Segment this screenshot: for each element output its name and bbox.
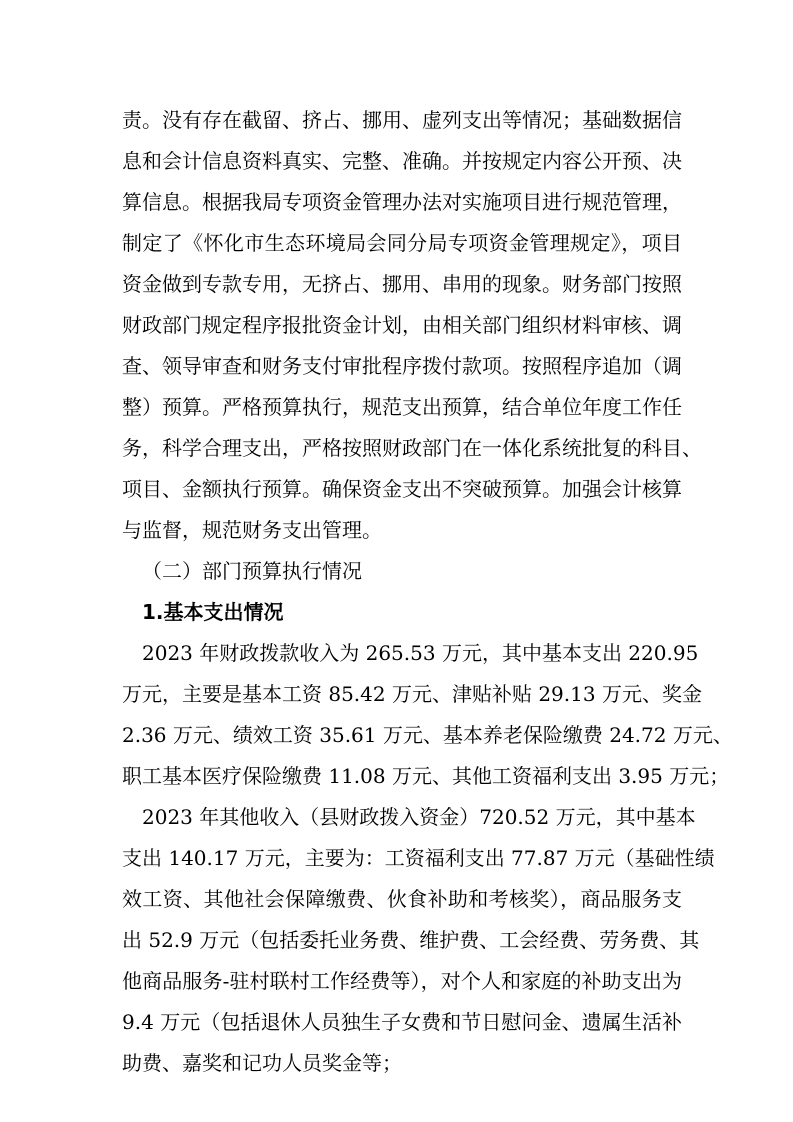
paragraph-line: 制定了《怀化市生态环境局会同分局专项资金管理规定》，项目 [122,231,682,255]
paragraph-line: 万元，主要是基本工资 85.42 万元、津贴补贴 29.13 万元、奖金 [122,682,702,706]
paragraph-line: 资金做到专款专用，无挤占、挪用、串用的现象。财务部门按照 [122,272,682,296]
paragraph-line: 职工基本医疗保险缴费 11.08 万元、其他工资福利支出 3.95 万元； [122,764,730,788]
paragraph-line: 9.4 万元（包括退休人员独生子女费和节日慰问金、遗属生活补 [122,1010,682,1034]
paragraph-line: 息和会计信息资料真实、完整、准确。并按规定内容公开预、决 [122,149,682,173]
paragraph-line: 支出 140.17 万元，主要为：工资福利支出 77.87 万元（基础性绩 [122,846,715,870]
paragraph-line: 与监督，规范财务支出管理。 [122,518,382,542]
section-heading: （二）部门预算执行情况 [142,559,362,583]
paragraph-line: 2023 年其他收入（县财政拨入资金）720.52 万元，其中基本 [142,805,696,829]
paragraph-line: 助费、嘉奖和记功人员奖金等； [122,1051,402,1075]
paragraph-line: 2.36 万元、绩效工资 35.61 万元、基本养老保险缴费 24.72 万元、 [122,723,733,747]
paragraph-line: 整）预算。严格预算执行，规范支出预算，结合单位年度工作任 [122,395,682,419]
paragraph-line: 责。没有存在截留、挤占、挪用、虚列支出等情况；基础数据信 [122,108,682,132]
paragraph-line: 他商品服务-驻村联村工作经费等），对个人和家庭的补助支出为 [122,969,682,993]
paragraph-line: 财政部门规定程序报批资金计划，由相关部门组织材料审核、调 [122,313,682,337]
paragraph-line: 出 52.9 万元（包括委托业务费、维护费、工会经费、劳务费、其 [122,928,700,952]
paragraph-line: 算信息。根据我局专项资金管理办法对实施项目进行规范管理， [122,190,682,214]
paragraph-line: 2023 年财政拨款收入为 265.53 万元，其中基本支出 220.95 [142,641,699,665]
subsection-heading: 1.基本支出情况 [142,600,284,624]
paragraph-line: 务，科学合理支出，严格按照财政部门在一体化系统批复的科目、 [122,436,702,460]
paragraph-line: 项目、金额执行预算。确保资金支出不突破预算。加强会计核算 [122,477,682,501]
paragraph-line: 效工资、其他社会保障缴费、伙食补助和考核奖），商品服务支 [122,887,682,911]
paragraph-line: 查、领导审查和财务支付审批程序拨付款项。按照程序追加（调 [122,354,682,378]
